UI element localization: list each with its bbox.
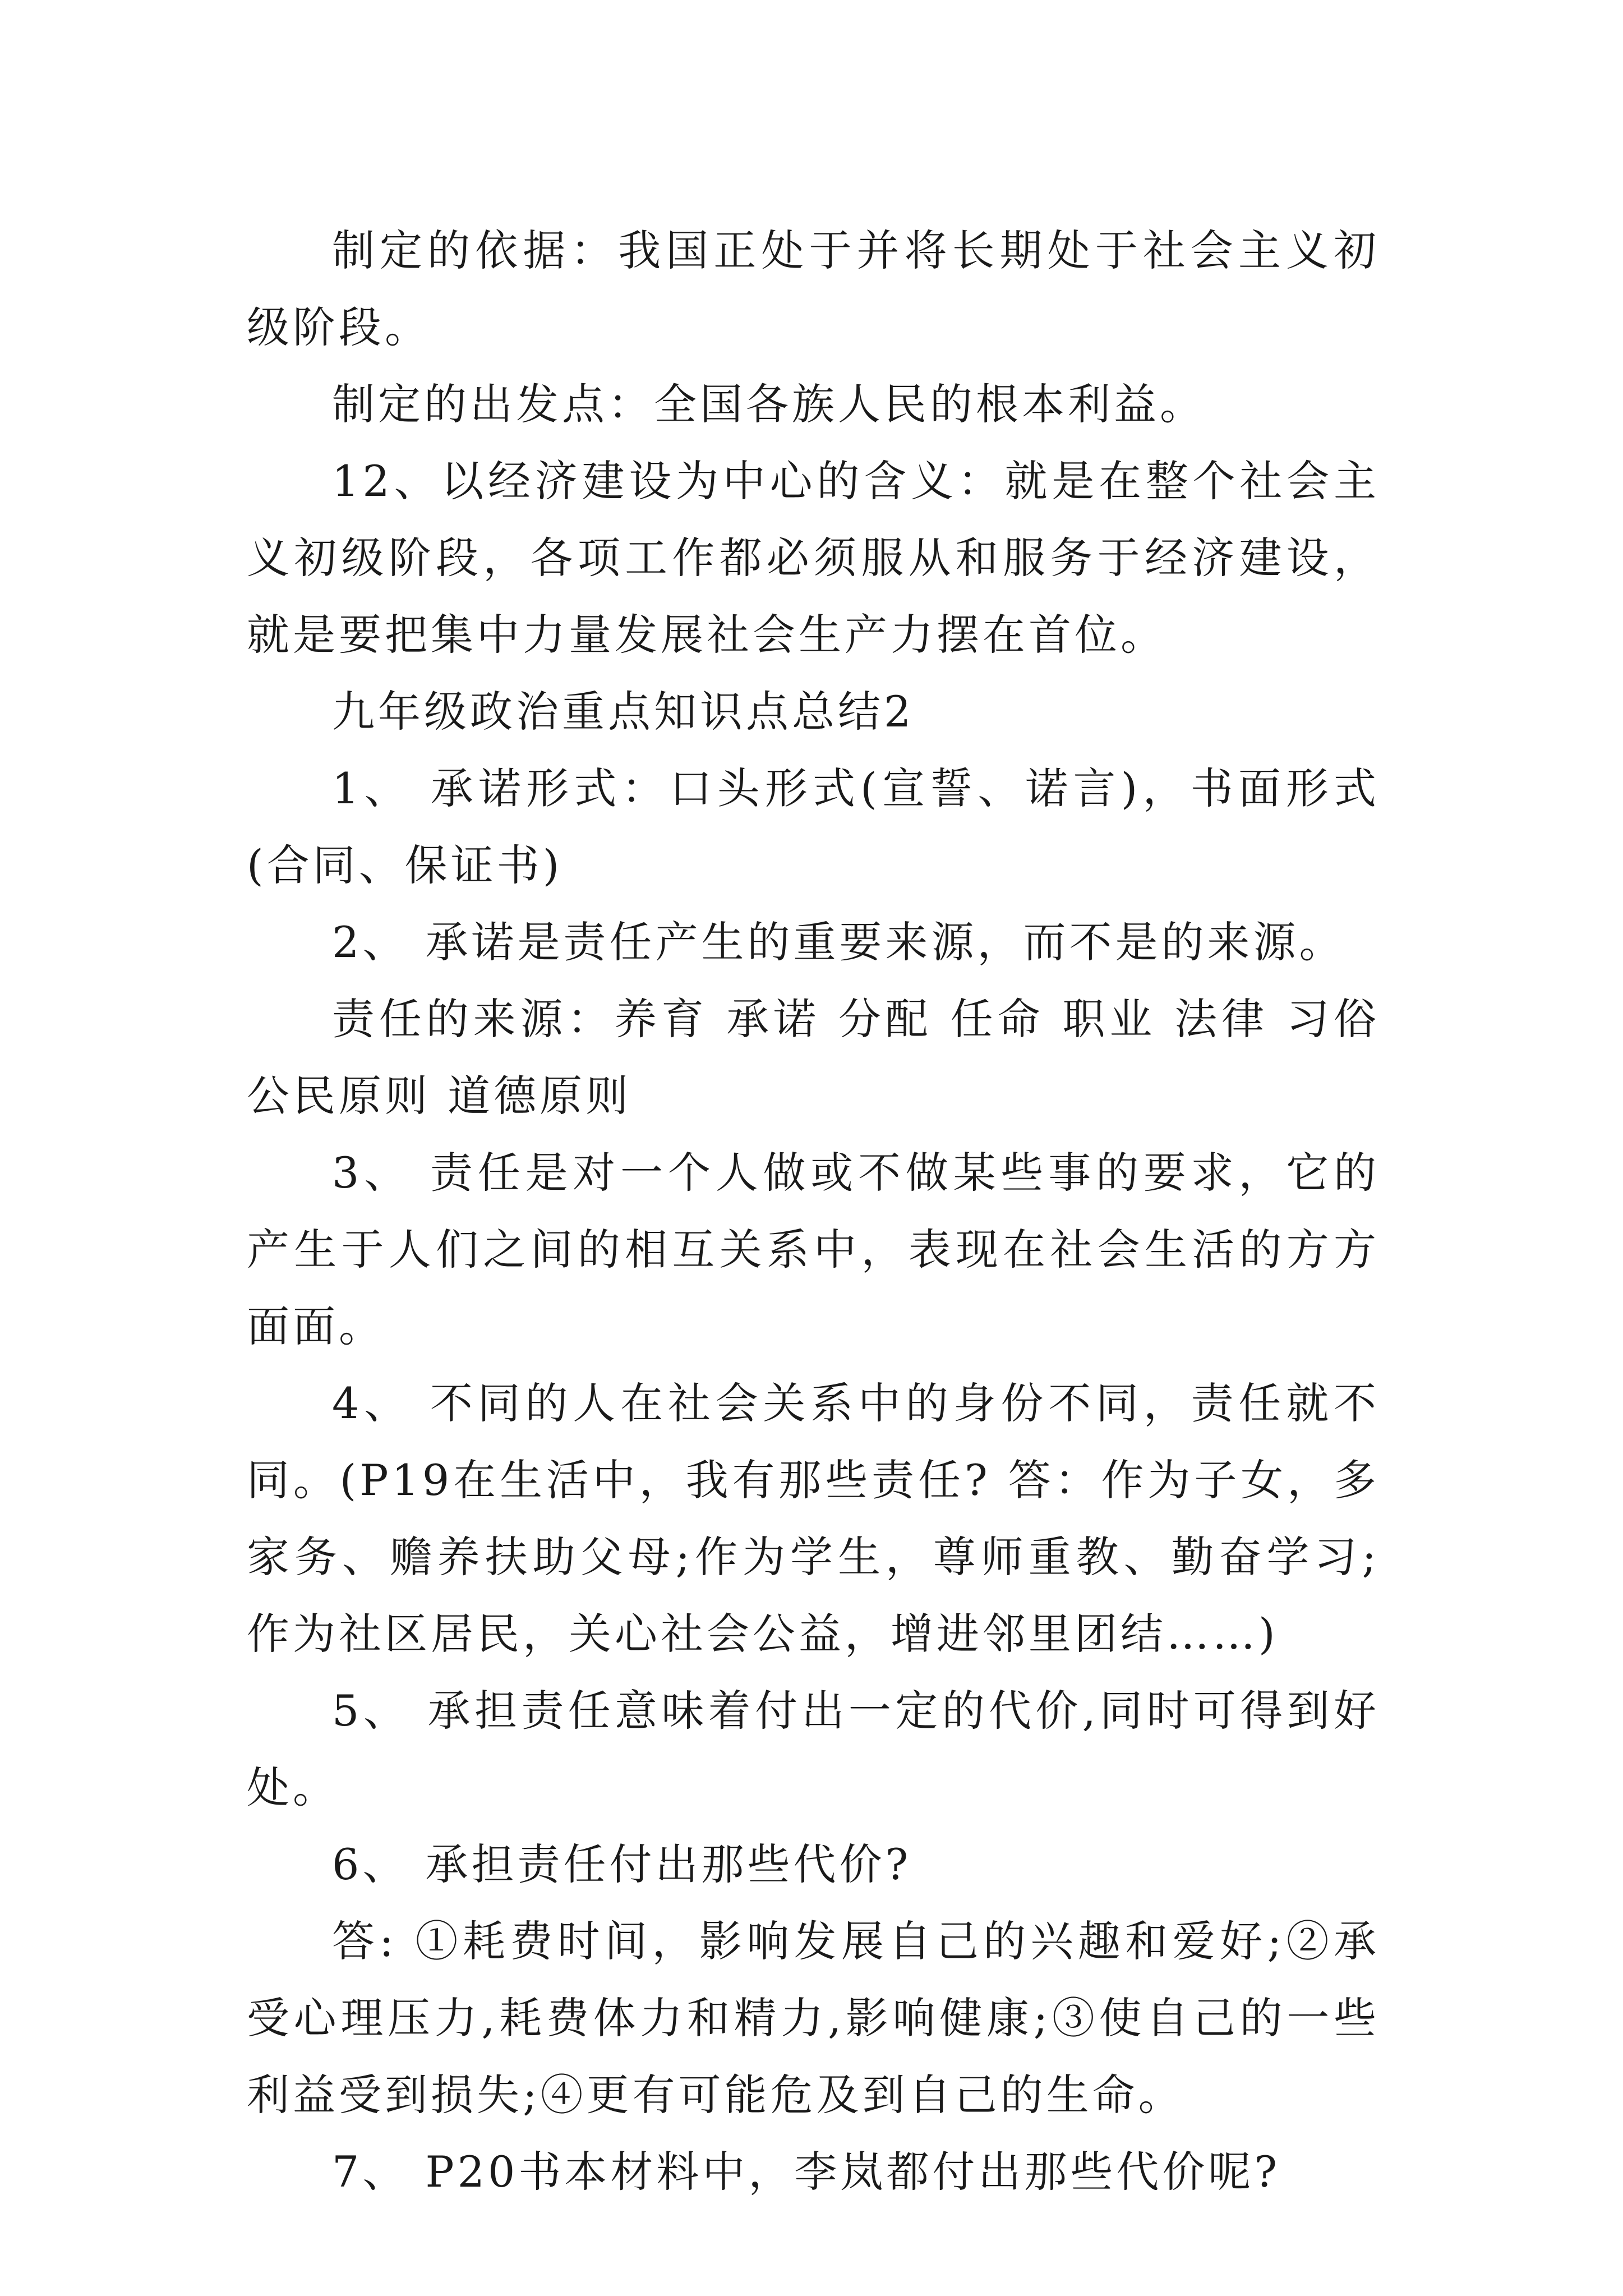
section-heading: 九年级政治重点知识点总结2 <box>332 687 915 737</box>
paragraph-item-12: 12、以经济建设为中心的含义：就是在整个社会主义初级阶段，各项工作都必须服从和服务于经济建设，就是要把集中力量发展社会生产力摆在首位。 <box>247 456 1380 660</box>
document-body <box>247 212 1380 2210</box>
paragraph-basis: 制定的依据：我国正处于并将长期处于社会主义初级阶段。 <box>247 226 1380 352</box>
paragraph-item-3: 3、 责任是对一个人做或不做某些事的要求，它的产生于人们之间的相互关系中，表现在社会生活的方方面面。 <box>247 1148 1380 1351</box>
paragraph-item-2: 2、 承诺是责任产生的重要来源，而不是的来源。 <box>332 917 1345 967</box>
paragraph-item-6: 6、 承担责任付出那些代价? <box>332 1839 912 1889</box>
paragraph-item-5: 5、 承担责任意味着付出一定的代价,同时可得到好处。 <box>247 1686 1380 1812</box>
paragraph-item-7: 7、 P20书本材料中，李岚都付出那些代价呢? <box>332 2147 1281 2197</box>
paragraph-item-4: 4、 不同的人在社会关系中的身份不同，责任就不同。(P19在生活中，我有那些责任? 答：作为子女，多家务、赡养扶助父母;作为学生，尊师重教、勤奋学习;作为社区居民，关心社会公益，增进邻里团结……) <box>247 1378 1380 1659</box>
paragraph-starting-point: 制定的出发点：全国各族人民的根本利益。 <box>332 379 1206 429</box>
paragraph-answer: 答: ①耗费时间，影响发展自己的兴趣和爱好;②承受心理压力,耗费体力和精力,影响健康;③使自己的一些利益受到损失;④更有可能危及到自己的生命。 <box>247 1916 1380 2120</box>
paragraph-responsibility-sources: 责任的来源：养育 承诺 分配 任命 职业 法律 习俗 公民原则 道德原则 <box>247 994 1380 1121</box>
paragraph-item-1: 1、 承诺形式：口头形式(宣誓、诺言)，书面形式(合同、保证书) <box>247 763 1380 890</box>
